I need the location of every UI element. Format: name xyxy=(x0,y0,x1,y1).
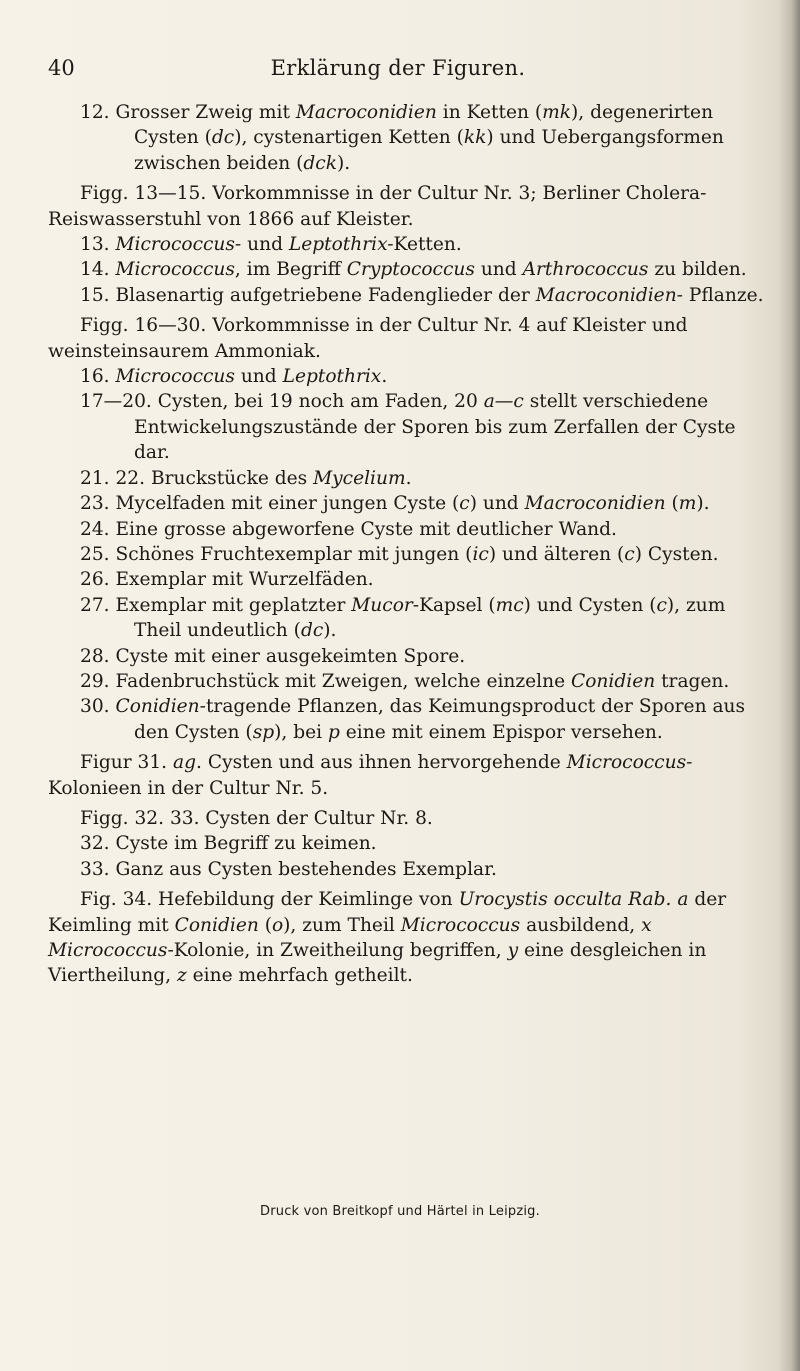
figure-group-heading xyxy=(48,181,768,232)
text-run: ), zum Theil undeutlich ( xyxy=(134,594,726,642)
text-run: ), degenerirten Cysten ( xyxy=(134,102,714,149)
text-run: ) und älteren ( xyxy=(488,543,625,565)
text-run: 26. Exemplar mit Wurzelfäden. xyxy=(80,569,374,591)
text-run: 25. Schönes Fruchtexemplar mit jungen ( xyxy=(80,543,473,565)
italic-text: Macroconidien xyxy=(524,493,666,515)
text-run: 15. Blasenartig aufgetriebene Fadenglieder der xyxy=(80,284,536,306)
italic-text: Urocystis occulta Rab. xyxy=(458,889,672,911)
italic-text: Micrococcus xyxy=(400,914,521,936)
italic-text: ic xyxy=(472,543,489,565)
figure-entry xyxy=(48,694,768,745)
figure-entry xyxy=(48,644,768,669)
italic-text: Micrococcus xyxy=(115,366,235,388)
text-run: -Kapsel ( xyxy=(412,594,496,616)
text-run: ), bei xyxy=(274,721,328,743)
text-run: 32. Cyste im Begriff zu keimen. xyxy=(80,833,377,855)
figure-group-heading xyxy=(48,750,768,801)
page-number: 40 xyxy=(48,56,75,80)
text-run: Figg. 32. 33. Cysten der Cultur Nr. 8. xyxy=(80,807,433,829)
italic-text: a—c xyxy=(483,391,524,413)
text-run: tragende Pflanzen, das Keimungsproduct der Sporen aus den Cysten ( xyxy=(134,696,746,743)
italic-text: c xyxy=(656,594,667,616)
page-edge-shadow xyxy=(778,0,800,1371)
text-run: , im Begriff xyxy=(234,259,347,281)
figure-entry xyxy=(48,232,768,257)
italic-text: Micrococcus xyxy=(115,259,235,281)
figure-entry xyxy=(48,517,768,542)
italic-text: dc xyxy=(300,620,324,642)
text-run: . Cysten und aus ihnen hervorgehende xyxy=(196,752,567,774)
text-run: ausbildend, xyxy=(520,914,642,936)
figure-entry xyxy=(48,831,768,856)
text-run: Figg. 13—15. Vorkommnisse in der Cultur Nr. 3; Berliner Cholera-Reiswasserstuhl von 1866 auf Kleister. xyxy=(48,183,707,230)
text-run: . xyxy=(405,467,412,489)
text-run: eine mehrfach getheilt. xyxy=(186,965,413,987)
italic-text: c xyxy=(624,543,635,565)
text-run: tragen. xyxy=(655,670,730,692)
text-run: -Kolonie, in Zweitheilung begriffen, xyxy=(167,940,508,961)
italic-text: Micrococcus xyxy=(48,940,168,961)
figure-group-heading xyxy=(48,313,768,364)
italic-text: Mycelium xyxy=(313,467,406,489)
text-run: ) und Cysten ( xyxy=(523,594,657,616)
text-run: 29. Fadenbruchstück mit Zweigen, welche einzelne xyxy=(80,670,571,692)
text-run: eine mit einem Epispor versehen. xyxy=(339,721,663,743)
figure-entry xyxy=(48,364,768,389)
italic-text: sp xyxy=(252,721,275,743)
italic-text: Conidien xyxy=(174,914,259,936)
italic-text: Leptothrix- xyxy=(288,234,394,256)
text-run: Figg. 16—30. Vorkommnisse in der Cultur Nr. 4 auf Kleister und weinsteinsaurem Ammoniak. xyxy=(48,315,688,362)
figure-group-heading xyxy=(48,806,768,831)
text-run: ( xyxy=(258,914,272,936)
italic-text: c xyxy=(459,493,470,515)
italic-text: o xyxy=(271,914,284,936)
italic-text: dck xyxy=(303,152,337,174)
figure-entry xyxy=(48,283,768,308)
text-run: ). xyxy=(696,493,710,515)
text-run: 23. Mycelfaden mit einer jungen Cyste ( xyxy=(80,493,460,515)
italic-text: z xyxy=(176,965,187,987)
figure-entry xyxy=(48,100,768,176)
italic-text: x xyxy=(641,914,652,936)
text-run: und xyxy=(234,366,283,388)
italic-text: Arthrococcus xyxy=(522,259,649,281)
italic-text: Macroconidien- xyxy=(535,284,683,306)
figure-entry xyxy=(48,389,768,465)
text-run: Pflanze. xyxy=(682,284,764,306)
italic-text: y xyxy=(507,940,519,961)
text-run: Kolonieen in der Cultur Nr. 5. xyxy=(48,777,329,799)
text-run: und xyxy=(474,259,523,281)
italic-text: ag xyxy=(173,752,197,774)
italic-text: Micrococcus- xyxy=(566,752,693,774)
italic-text: Micrococcus- xyxy=(115,234,242,256)
text-run: 12. Grosser Zweig mit xyxy=(80,102,296,123)
text-run: ). xyxy=(323,620,337,642)
text-run: 16. xyxy=(80,366,116,388)
text-run: zu bilden. xyxy=(648,259,747,281)
italic-text: mc xyxy=(495,594,524,616)
text-run: 21. 22. Bruckstücke des xyxy=(80,467,314,489)
text-run: 24. Eine grosse abgeworfene Cyste mit deutlicher Wand. xyxy=(80,518,617,540)
text-run: ) und xyxy=(469,493,525,515)
figure-entry xyxy=(48,669,768,694)
text-run: ), cystenartigen Ketten ( xyxy=(234,127,464,149)
figure-entry xyxy=(48,593,768,644)
text-run: der Keimling mit xyxy=(48,889,727,936)
italic-text: Cryptococcus xyxy=(346,259,475,281)
figure-entry xyxy=(48,491,768,516)
text-run: Ketten. xyxy=(393,234,462,256)
text-run: . xyxy=(381,366,388,388)
text-run: in Ketten ( xyxy=(436,102,543,123)
figure-group-heading xyxy=(48,887,768,989)
italic-text: mk xyxy=(542,102,571,123)
text-run: 13. xyxy=(80,234,116,256)
text-run: 14. xyxy=(80,259,116,281)
italic-text: Mucor xyxy=(351,594,413,616)
text-run: ) Cysten. xyxy=(634,543,719,565)
text-run: ( xyxy=(665,493,679,515)
text-run: Fig. 34. Hefebildung der Keimlinge von xyxy=(80,889,459,911)
italic-text: Conidien- xyxy=(115,696,206,718)
figure-entry xyxy=(48,257,768,282)
text-run: 28. Cyste mit einer ausgekeimten Spore. xyxy=(80,645,466,667)
text-run: 27. Exemplar mit geplatzter xyxy=(80,594,352,616)
italic-text: dc xyxy=(211,127,235,149)
figure-explanations xyxy=(48,100,768,989)
italic-text: a xyxy=(677,889,689,911)
figure-entry xyxy=(48,567,768,592)
text-run: ). xyxy=(336,152,351,174)
italic-text: p xyxy=(327,721,340,743)
text-run: eine desgleichen in Viertheilung, xyxy=(48,940,707,987)
text-run: ), zum Theil xyxy=(283,914,401,936)
page-header xyxy=(48,56,748,90)
italic-text: kk xyxy=(463,127,487,149)
figure-entry xyxy=(48,857,768,882)
italic-text: Macroconidien xyxy=(295,102,437,123)
printer-imprint: Druck von Breitkopf und Härtel in Leipzig. xyxy=(260,1204,540,1219)
figure-entry xyxy=(48,466,768,491)
running-title: Erklärung der Figuren. xyxy=(270,56,526,80)
italic-text: m xyxy=(678,493,697,515)
text-run: ) und Uebergangsformen zwischen beiden ( xyxy=(134,127,724,174)
text-run: 33. Ganz aus Cysten bestehendes Exemplar. xyxy=(80,858,497,880)
italic-text: Leptothrix xyxy=(282,366,382,388)
italic-text: Conidien xyxy=(571,670,656,692)
text-run: 30. xyxy=(80,696,116,718)
text-run: 17—20. Cysten, bei 19 noch am Faden, 20 xyxy=(80,391,484,413)
text-run: und xyxy=(241,234,289,256)
text-run: stellt verschiedene Entwickelungszustände der Sporen bis zum Zerfallen der Cyste dar. xyxy=(134,391,736,464)
figure-entry xyxy=(48,542,768,567)
text-run: Figur 31. xyxy=(80,752,174,774)
